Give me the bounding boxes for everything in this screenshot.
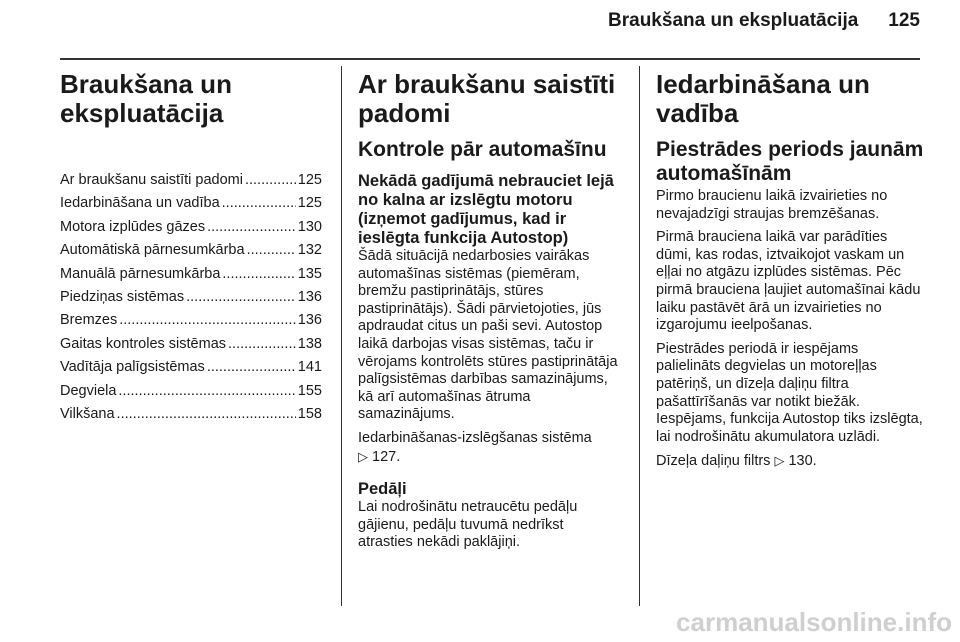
toc-entry-page: 138 bbox=[297, 335, 322, 352]
subsection-title: Piestrādes periods jaunām automašīnām bbox=[656, 138, 924, 185]
header-title: Braukšana un ekspluatācija bbox=[608, 10, 859, 31]
toc-entry-title: Vadītāja palīgsistēmas bbox=[60, 359, 205, 376]
reference-triangle-icon: ▷ bbox=[774, 453, 785, 469]
pedals-heading: Pedāļi bbox=[358, 480, 407, 499]
toc-entry[interactable] bbox=[60, 312, 322, 330]
toc-entry-page: 125 bbox=[297, 195, 322, 212]
toc-entry-page: 132 bbox=[297, 242, 322, 259]
toc-entry[interactable] bbox=[60, 383, 322, 401]
toc-dot-leader bbox=[228, 336, 296, 354]
toc-entry[interactable] bbox=[60, 266, 322, 284]
toc-entry-page: 136 bbox=[297, 288, 322, 305]
section-title: Ar braukšanu saistīti padomi bbox=[358, 69, 616, 128]
page-reference[interactable]: 130. bbox=[788, 453, 817, 470]
page-reference[interactable]: 127. bbox=[372, 448, 401, 465]
toc-dot-leader bbox=[207, 359, 296, 377]
page-number: 125 bbox=[888, 10, 920, 31]
toc-dot-leader bbox=[186, 289, 296, 307]
column-divider bbox=[639, 66, 640, 606]
header-rule bbox=[60, 58, 920, 60]
toc-dot-leader bbox=[245, 172, 296, 190]
chapter-title: Braukšana un ekspluatācija bbox=[60, 69, 232, 128]
watermark: carmanualsonline.info bbox=[676, 607, 952, 637]
reference-text: Iedarbināšanas-izslēgšanas sistēma bbox=[358, 429, 592, 446]
toc-entry-page: 136 bbox=[297, 312, 322, 329]
paragraph bbox=[656, 452, 924, 471]
toc-entry[interactable] bbox=[60, 406, 322, 424]
paragraph: Šādā situācijā nedarbosies vairākas automašīnas sistēmas (piemēram, bremžu pastiprinātājs, stūres pastiprinātājs). Šādi pārvietojoties, jūs apdraudat citus un paši sevi. Autostop laikā darbojas visas sistēmas, taču ir vērojams kontrolēts stūres pastiprinātāja palīgsistēmas darbības samazinājums, kā arī automašīnas ātruma samazinājums. bbox=[358, 248, 618, 423]
toc-dot-leader bbox=[119, 312, 296, 330]
toc-entry[interactable] bbox=[60, 219, 322, 237]
paragraph: Lai nodrošinātu netraucētu pedāļu gājienu, pedāļu tuvumā nedrīkst atrasties nekādi paklājiņi. bbox=[358, 499, 578, 551]
toc-dot-leader bbox=[222, 195, 296, 213]
toc-entry-title: Ar braukšanu saistīti padomi bbox=[60, 172, 243, 188]
toc-entry[interactable] bbox=[60, 336, 322, 354]
starting-column bbox=[656, 70, 924, 477]
toc-dot-leader bbox=[247, 242, 296, 260]
paragraph: Pirmā brauciena laikā var parādīties dūmi, kas rodas, iztvaikojot vaskam un eļļai no atgāzu izplūdes sistēmas. Pēc pirmā brauciena ļaujiet automašīnai kādu laiku pastāvēt ārā un izvairieties no izgarojumu ieelpošanas. bbox=[656, 229, 921, 334]
toc-entry-title: Iedarbināšana un vadība bbox=[60, 195, 220, 212]
toc-entry[interactable] bbox=[60, 242, 322, 260]
toc-dot-leader bbox=[118, 383, 295, 401]
reference-text: Dīzeļa daļiņu filtrs bbox=[656, 453, 771, 470]
toc-dot-leader bbox=[117, 406, 296, 424]
subsection-title: Kontrole pār automašīnu bbox=[358, 138, 607, 161]
toc-entry-page: 141 bbox=[297, 359, 322, 376]
toc-entry-page: 158 bbox=[297, 405, 322, 422]
toc-entry[interactable] bbox=[60, 359, 322, 377]
toc-entry-title: Gaitas kontroles sistēmas bbox=[60, 335, 227, 352]
reference-triangle-icon: ▷ bbox=[358, 448, 368, 464]
toc-column bbox=[60, 70, 322, 429]
toc-entry[interactable] bbox=[60, 172, 322, 190]
toc-entry-title: Motora izplūdes gāzes bbox=[60, 218, 206, 235]
toc-entry-title: Degviela bbox=[60, 382, 117, 399]
toc-entry-page: 135 bbox=[297, 265, 322, 282]
toc-entry-title: Manuālā pārnesumkārba bbox=[60, 265, 221, 282]
toc-entry[interactable] bbox=[60, 289, 322, 307]
driving-tips-column bbox=[358, 70, 620, 558]
toc-entry-title: Automātiskā pārnesumkārba bbox=[60, 242, 245, 259]
toc-entry[interactable] bbox=[60, 195, 322, 213]
toc-entry-title: Bremzes bbox=[60, 312, 118, 329]
toc-dot-leader bbox=[222, 266, 295, 284]
section-title: Iedarbināšana un vadība bbox=[656, 69, 870, 128]
paragraph bbox=[358, 430, 620, 466]
paragraph: Piestrādes periodā ir iespējams palielināts degvielas un motoreļļas patēriņš, un dīzeļa daļiņu filtra pašattīrīšanās var notikt biežāk. Iespējams, funkcija Autostop tiks izslēgta, lai nodrošinātu akumulatora uzlādi. bbox=[656, 340, 923, 445]
toc-entry-page: 125 bbox=[297, 172, 322, 188]
toc-entry-page: 130 bbox=[297, 218, 322, 235]
toc-entry-title: Piedziņas sistēmas bbox=[60, 288, 185, 305]
toc-dot-leader bbox=[207, 219, 296, 237]
table-of-contents bbox=[60, 172, 322, 424]
paragraph: Pirmo braucienu laikā izvairieties no nevajadzīgi straujas bremzēšanas. bbox=[656, 188, 888, 222]
page-header bbox=[608, 10, 920, 32]
column-divider bbox=[341, 66, 342, 606]
toc-entry-page: 155 bbox=[297, 382, 322, 399]
toc-entry-title: Vilkšana bbox=[60, 405, 115, 422]
warning-heading: Nekādā gadījumā nebrauciet lejā no kalna ar izslēgtu motoru (izņemot gadījumus, kad ir ieslēgta funkcija Autostop) bbox=[358, 172, 614, 247]
